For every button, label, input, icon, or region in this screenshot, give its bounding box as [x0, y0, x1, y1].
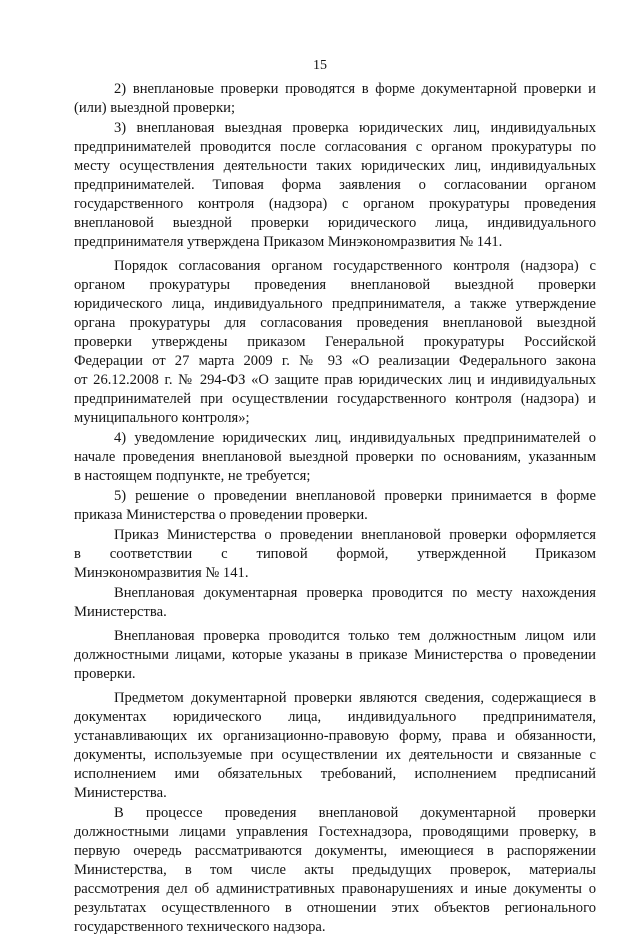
text-line: 5) решение о проведении внеплановой проверки принимается в форме — [114, 488, 596, 504]
paragraph — [74, 804, 596, 937]
text-line: муниципального контроля»; — [74, 410, 250, 426]
paragraph — [74, 627, 596, 684]
paragraph — [74, 487, 596, 525]
text-line: государственного технического надзора. — [74, 919, 326, 935]
text-line: Министерства. — [74, 785, 167, 801]
paragraph — [74, 584, 596, 622]
text-line: В процессе проведения внеплановой документарной проверки — [114, 805, 596, 821]
text-line: Внеплановая документарная проверка проводится по месту нахождения — [114, 585, 596, 601]
text-line: в соответствии с типовой формой, утвержденной Приказом — [74, 546, 596, 562]
paragraph — [74, 526, 596, 583]
text-line: рассмотрения дел об административных правонарушениях и иные документы о — [74, 881, 596, 897]
text-line: документы, используемые при осуществлении их деятельности и связанные с — [74, 747, 596, 763]
text-line: устанавливающих их организационно-правовую форму, права и обязанности, — [74, 728, 596, 744]
text-line: должностными лицами управления Гостехнадзора, проводящими проверку, в — [74, 824, 596, 840]
text-line: Приказ Министерства о проведении внеплановой проверки оформляется — [114, 527, 596, 543]
text-line: Предметом документарной проверки являются сведения, содержащиеся в — [114, 690, 596, 706]
paragraph — [74, 429, 596, 486]
text-line: первую очередь рассматриваются документы, имеющиеся в распоряжении — [74, 843, 596, 859]
paragraph — [74, 689, 596, 803]
text-line: предпринимателя утверждена Приказом Минэкономразвития № 141. — [74, 234, 503, 250]
text-line: проверки. — [74, 666, 136, 682]
text-line: предпринимателей проводится после согласования с органом прокуратуры по — [74, 139, 596, 155]
text-line: органа прокуратуры для согласования проведения внеплановой выездной — [74, 315, 596, 331]
text-line: Министерства, в том числе акты предыдущих проверок, материалы — [74, 862, 596, 878]
paragraph — [74, 80, 596, 118]
text-line: предпринимателей при осуществлении государственного контроля (надзора) и — [74, 391, 596, 407]
text-line: 2) внеплановые проверки проводятся в форме документарной проверки и — [114, 81, 596, 97]
text-line: предпринимателей. Типовая форма заявления о согласовании органом — [74, 177, 596, 193]
text-line: 3) внеплановая выездная проверка юридических лиц, индивидуальных — [114, 120, 596, 136]
text-line: Министерства. — [74, 604, 167, 620]
text-line: от 26.12.2008 г. № 294-ФЗ «О защите прав юридических лиц и индивидуальных — [74, 372, 596, 388]
paragraph — [74, 119, 596, 252]
text-line: исполнением ими обязательных требований, исполнением предписаний — [74, 766, 596, 782]
text-line: должностными лицами, которые указаны в приказе Министерства о проведении — [74, 647, 596, 663]
text-line: результатах осуществленного в отношении этих объектов регионального — [74, 900, 596, 916]
text-line: в настоящем подпункте, не требуется; — [74, 468, 311, 484]
paragraph — [74, 257, 596, 428]
text-line: приказа Министерства о проведении проверки. — [74, 507, 368, 523]
text-line: месту осуществления деятельности таких юридических лиц, индивидуальных — [74, 158, 596, 174]
text-line: Внеплановая проверка проводится только тем должностным лицом или — [114, 628, 596, 644]
text-line: (или) выездной проверки; — [74, 100, 236, 116]
text-line: проверки утверждены приказом Генеральной прокуратуры Российской — [74, 334, 596, 350]
text-line: Минэкономразвития № 141. — [74, 565, 249, 581]
text-line: начале проведения внеплановой выездной проверки по основаниям, указанным — [74, 449, 596, 465]
text-line: Федерации от 27 марта 2009 г. № 93 «О реализации Федерального закона — [74, 353, 596, 369]
text-line: юридического лица, индивидуального предпринимателя, а также утверждение — [74, 296, 596, 312]
text-line: государственного контроля (надзора) с органом прокуратуры проведения — [74, 196, 596, 212]
document-body — [74, 80, 596, 938]
text-line: внеплановой выездной проверки юридического лица, индивидуального — [74, 215, 596, 231]
text-line: документах юридического лица, индивидуального предпринимателя, — [74, 709, 596, 725]
page-number: 15 — [313, 58, 327, 73]
text-line: органом прокуратуры проведения внеплановой выездной проверки — [74, 277, 596, 293]
text-line: Порядок согласования органом государственного контроля (надзора) с — [114, 258, 596, 274]
text-line: 4) уведомление юридических лиц, индивидуальных предпринимателей о — [114, 430, 596, 446]
